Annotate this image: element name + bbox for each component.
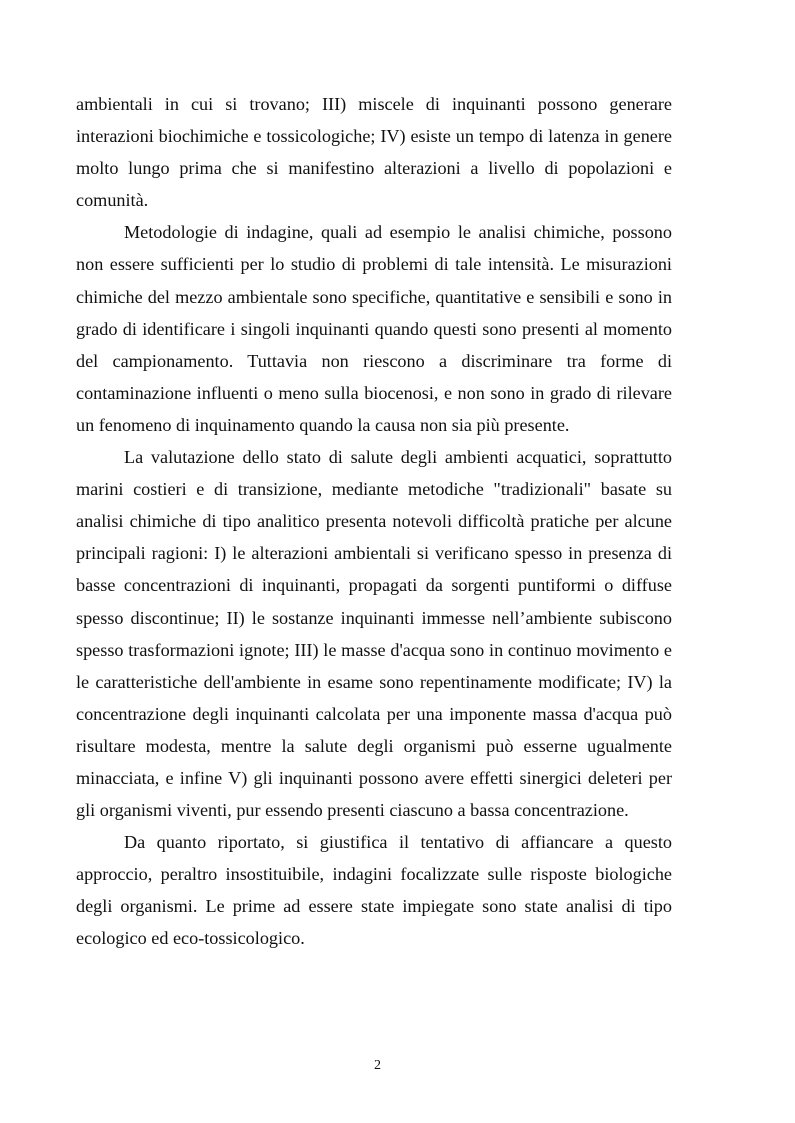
page-number: 2: [374, 1058, 381, 1073]
paragraph-continuation: ambientali in cui si trovano; III) miscele di inquinanti possono generare interazioni biochimiche e tossicologiche; IV) esiste un tempo di latenza in genere molto lungo prima che si manifestino alterazioni a livello di popolazioni e comunità.: [76, 94, 672, 211]
paragraph-methodologies: Metodologie di indagine, quali ad esempio le analisi chimiche, possono non essere sufficienti per lo studio di problemi di tale intensità. Le misurazioni chimiche del mezzo ambientale sono specifiche, quantitative e sensibili e sono in grado di identificare i singoli inquinanti quando questi sono presenti al momento del campionamento. Tuttavia non riescono a discriminare tra forme di contaminazione influenti o meno sulla biocenosi, e non sono in grado di rilevare un fenomeno di inquinamento quando la causa non sia più presente.: [76, 222, 672, 435]
paragraph-health-evaluation: La valutazione dello stato di salute degli ambienti acquatici, soprattutto marini costieri e di transizione, mediante metodiche "tradizionali" basate su analisi chimiche di tipo analitico presenta notevoli difficoltà pratiche per alcune principali ragioni: I) le alterazioni ambientali si verificano spesso in presenza di basse concentrazioni di inquinanti, propagati da sorgenti puntiformi o diffuse spesso discontinue; II) le sostanze inquinanti immesse nell’ambiente subiscono spesso trasformazioni ignote; III) le masse d'acqua sono in continuo movimento e le caratteristiche dell'ambiente in esame sono repentinamente modificate; IV) la concentrazione degli inquinanti calcolata per una imponente massa d'acqua può risultare modesta, mentre la salute degli organismi può esserne ugualmente minacciata, e infine V) gli inquinanti possono avere effetti sinergici deleteri per gli organismi viventi, pur essendo presenti ciascuno a bassa concentrazione.: [76, 447, 672, 821]
paragraph-biological-responses: Da quanto riportato, si giustifica il tentativo di affiancare a questo approccio, peraltro insostituibile, indagini focalizzate sulle risposte biologiche degli organismi. Le prime ad essere state impiegate sono state analisi di tipo ecologico ed eco-tossicologico.: [76, 832, 672, 949]
document-body: [76, 88, 672, 955]
